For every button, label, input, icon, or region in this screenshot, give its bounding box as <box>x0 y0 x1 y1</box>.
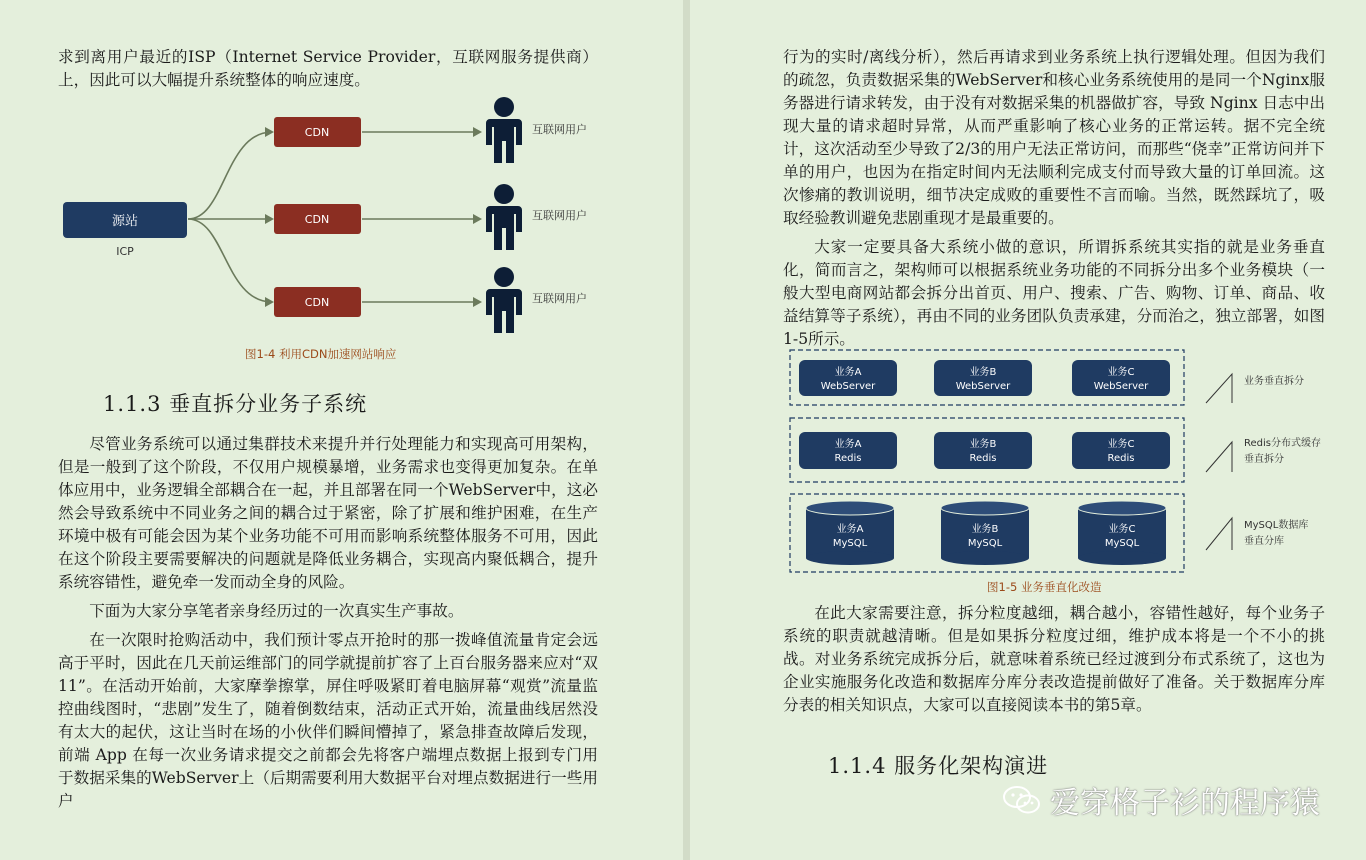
source-sublabel: ICP <box>116 245 134 258</box>
user-icon-1 <box>486 97 522 163</box>
box-b-webserver-line1: 业务B <box>969 367 997 378</box>
box-b-webserver-line2: WebServer <box>955 381 1011 392</box>
side-label-row3-line1: MySQL数据库 <box>1244 520 1309 531</box>
box-c-redis-line2: Redis <box>1107 453 1135 464</box>
page-gutter <box>683 0 690 860</box>
user-label-3: 互联网用户 <box>532 292 587 305</box>
user-label-2: 互联网用户 <box>532 209 587 222</box>
cdn-label-3: CDN <box>304 296 330 309</box>
curve-to-cdn-3 <box>188 219 272 302</box>
box-b-redis-line1: 业务B <box>969 439 997 450</box>
side-label-row1: 业务垂直拆分 <box>1244 376 1304 387</box>
box-b-redis-line2: Redis <box>969 453 997 464</box>
cdn-diagram <box>60 92 620 340</box>
right-body-top <box>783 46 1325 351</box>
left-intro <box>58 46 598 92</box>
cdn-label-1: CDN <box>304 126 330 139</box>
watermark <box>1002 778 1320 822</box>
user-icon-2 <box>486 184 522 250</box>
slash-marker-2 <box>1206 442 1232 472</box>
box-c-redis-line1: 业务C <box>1107 439 1135 450</box>
side-label-row2-line1: Redis分布式缓存 <box>1244 438 1321 449</box>
db-c-line2: MySQL <box>1104 538 1140 549</box>
figure-caption-vertical: 图1-5 业务垂直化改造 <box>987 580 1102 594</box>
intro-paragraph: 求到离用户最近的ISP（Internet Service Provider，互联网服务提供商）上，因此可以大幅提升系统整体的响应速度。 <box>58 48 598 89</box>
db-a-line1: 业务A <box>836 524 864 535</box>
user-icon-3 <box>486 267 522 333</box>
left-body <box>58 433 598 813</box>
box-a-redis-line1: 业务A <box>834 439 862 450</box>
user-label-1: 互联网用户 <box>532 123 587 136</box>
db-b-line2: MySQL <box>967 538 1003 549</box>
vertical-split-diagram <box>786 346 1346 578</box>
curve-to-cdn-1 <box>188 132 272 219</box>
paragraph-continued: 行为的实时/离线分析），然后再请求到业务系统上执行逻辑处理。但因为我们的疏忽，负责数据采集的WebServer和核心业务系统使用的是同一个Nginx服务器进行请求转发，由于没有对数据采集的机器做扩容，导致 Nginx 日志中出现大量的请求超时异常，从而严重影响了核心业务的正常运转。据不完全统计，这次活动至少导致了2/3的用户无法正常访问，而那些“侥幸”正常访问并下单的用户，也因为在指定时间内无法顺利完成支付而导致大量的订单回流。这次惨痛的教训说明，细节决定成败的重要性不言而喻。当然，既然踩坑了，吸取经验教训避免悲剧重现才是最重要的。 <box>783 48 1325 227</box>
db-a-line2: MySQL <box>832 538 868 549</box>
side-label-row3-line2: 垂直分库 <box>1244 536 1284 547</box>
watermark-text: 爱穿格子衫的程序猿 <box>1050 786 1320 821</box>
db-c-line1: 业务C <box>1108 524 1136 535</box>
paragraph-vertical-split: 大家一定要具备大系统小做的意识，所谓拆系统其实指的就是业务垂直化，简而言之，架构师可以根据系统业务功能的不同拆分出多个业务模块（一般大型电商网站都会拆分出首页、用户、搜索、广告、购物、订单、商品、收益结算等子系统），再由不同的业务团队负责承建，分而治之，独立部署，如图1-5所示。 <box>783 238 1325 348</box>
paragraph-granularity: 在此大家需要注意，拆分粒度越细，耦合越小，容错性越好，每个业务子系统的职责就越清晰。但是如果拆分粒度过细，维护成本将是一个不小的挑战。对业务系统完成拆分后，就意味着系统已经过渡到分布式系统了，这也为企业实施服务化改造和数据库分库分表改造提前做好了准备。关于数据库分库分表的相关知识点，大家可以直接阅读本书的第5章。 <box>783 604 1325 714</box>
slash-marker-1 <box>1206 374 1232 403</box>
section-title-1-1-4: 1.1.4 服务化架构演进 <box>828 754 1049 778</box>
box-c-webserver-line1: 业务C <box>1107 367 1135 378</box>
right-body-bottom <box>783 602 1325 717</box>
box-a-redis-line2: Redis <box>834 453 862 464</box>
paragraph-3: 在一次限时抢购活动中，我们预计零点开抢时的那一拨峰值流量肯定会远高于平时，因此在几天前运维部门的同学就提前扩容了上百台服务器来应对“双 11”。在活动开始前，大家摩拳擦掌，屏住呼吸紧盯着电脑屏幕“观赏”流量监控曲线图时，“悲剧”发生了，随着倒数结束，活动正式开始，流量曲线居然没有太大的起伏，这让当时在场的小伙伴们瞬间懵掉了，紧急排查故障后发现，前端 App 在每一次业务请求提交之前都会先将客户端埋点数据上报到专门用于数据采集的WebServer上（后期需要利用大数据平台对埋点数据进行一些用户 <box>58 631 598 810</box>
paragraph-1: 尽管业务系统可以通过集群技术来提升并行处理能力和实现高可用架构，但是一般到了这个阶段，不仅用户规模暴增，业务需求也变得更加复杂。在单体应用中，业务逻辑全部耦合在一起，并且部署在同一个WebServer中，这必然会导致系统中不同业务之间的耦合过于紧密，除了扩展和维护困难，在生产环境中极有可能会因为某个业务功能不可用而影响系统整体服务不可用，因此在这个阶段主要需要解决的问题就是降低业务耦合，实现高内聚低耦合，提升系统容错性，避免牵一发而动全身的风险。 <box>58 435 598 591</box>
box-a-webserver-line2: WebServer <box>820 381 876 392</box>
right-page <box>690 0 1366 860</box>
box-a-webserver-line1: 业务A <box>834 367 862 378</box>
paragraph-2: 下面为大家分享笔者亲身经历过的一次真实生产事故。 <box>89 602 464 620</box>
cdn-label-2: CDN <box>304 213 330 226</box>
db-b-line1: 业务B <box>971 524 999 535</box>
wechat-icon <box>1002 784 1042 816</box>
source-label: 源站 <box>111 214 139 229</box>
slash-marker-3 <box>1206 518 1232 550</box>
side-label-row2-line2: 垂直拆分 <box>1244 454 1284 465</box>
box-c-webserver-line2: WebServer <box>1093 381 1149 392</box>
section-title-1-1-3: 1.1.3 垂直拆分业务子系统 <box>103 392 368 416</box>
figure-caption-cdn: 图1-4 利用CDN加速网站响应 <box>245 347 397 361</box>
